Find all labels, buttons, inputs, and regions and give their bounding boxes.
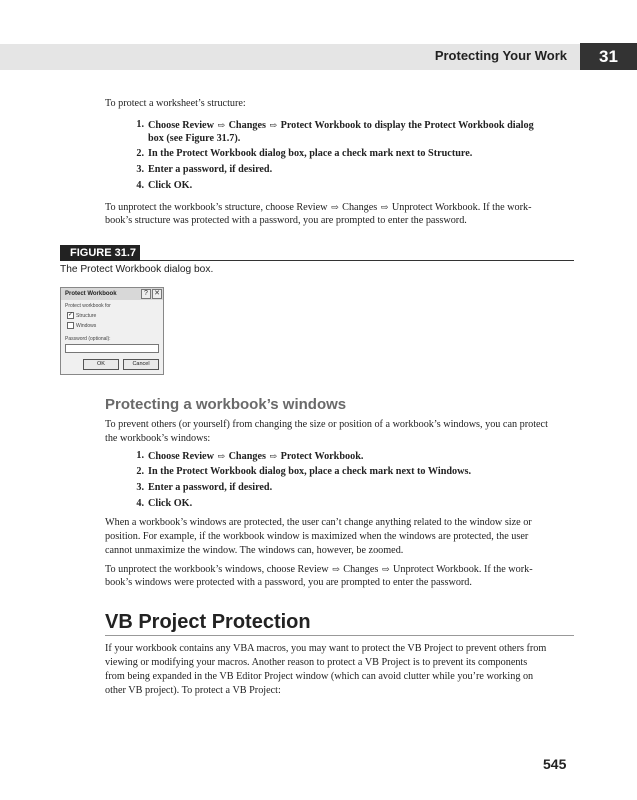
ok-button[interactable]: OK — [83, 359, 119, 370]
step-text: In the Protect Workbook dialog box, place a check mark next to Windows. — [148, 466, 471, 477]
chapter-number-tab: 31 — [580, 43, 637, 70]
arrow-icon: ⇨ — [331, 202, 339, 212]
structure-checkbox[interactable]: ✓ — [68, 312, 74, 318]
dialog-title: Protect Workbook — [61, 288, 163, 300]
protect-workbook-dialog — [60, 287, 164, 375]
intro-text: To protect a worksheet’s structure: — [105, 98, 246, 109]
running-header-title: Protecting Your Work — [434, 48, 567, 63]
step-text: Choose Review — [148, 120, 214, 131]
windows-protected-line1: When a workbook’s windows are protected, the user can’t change anything related to the window size or — [105, 517, 532, 528]
heading-rule — [105, 635, 574, 636]
text-run: To unprotect the workbook’s windows, choose Review — [105, 564, 329, 575]
step-number: 1. — [136, 450, 144, 461]
step-text: In the Protect Workbook dialog box, place a check mark next to Structure. — [148, 148, 473, 159]
step-1-continued: box (see Figure 31.7). — [148, 133, 241, 144]
unprotect-windows-line1 — [105, 562, 533, 577]
step-1 — [136, 118, 534, 133]
step-text: Choose Review — [148, 451, 214, 462]
step-number: 2. — [136, 466, 144, 477]
windows-checkbox[interactable] — [67, 322, 74, 329]
arrow-icon: ⇨ — [217, 451, 226, 461]
step-text: Click OK. — [148, 498, 193, 509]
step-3 — [136, 163, 273, 177]
unprotect-structure-line1 — [105, 200, 532, 215]
windows-protected-line2: position. For example, if the workbook window is maximized when the windows are protected, the user — [105, 531, 529, 542]
unprotect-structure-line2: book’s structure was protected with a password, you are prompted to enter the password. — [105, 215, 467, 226]
vb-line4: other VB project). To protect a VB Project: — [105, 685, 281, 696]
vb-line2: viewing or modifying your macros. Another reason to protect a VB Project is to prevent its components — [105, 657, 528, 668]
figure-caption: The Protect Workbook dialog box. — [60, 264, 214, 275]
windows-step-3 — [136, 481, 273, 495]
step-text: Enter a password, if desired. — [148, 482, 273, 493]
step-text: Enter a password, if desired. — [148, 164, 273, 175]
text-run: Changes — [343, 564, 379, 575]
text-run: Unprotect Workbook. If the work- — [391, 202, 532, 213]
section-heading-windows: Protecting a workbook’s windows — [105, 396, 347, 413]
arrow-icon: ⇨ — [217, 120, 226, 130]
step-number: 3. — [136, 482, 144, 493]
step-number: 2. — [136, 148, 144, 159]
windows-label: Windows — [76, 323, 97, 329]
step-number: 4. — [136, 180, 144, 191]
close-button[interactable]: ✕ — [152, 289, 162, 299]
page-number: 545 — [543, 756, 567, 772]
vb-line3: from being expanded in the VB Editor Project window (which can avoid clutter while you’re working on — [105, 671, 534, 682]
step-text: Protect Workbook. — [280, 451, 364, 462]
password-input[interactable] — [65, 344, 159, 353]
step-4 — [136, 179, 193, 193]
windows-step-4 — [136, 497, 193, 511]
step-number: 4. — [136, 498, 144, 509]
step-text: Changes — [228, 120, 266, 131]
arrow-icon: ⇨ — [332, 564, 340, 574]
structure-label: Structure — [76, 313, 97, 319]
password-label: Password (optional): — [65, 336, 111, 342]
arrow-icon: ⇨ — [269, 451, 278, 461]
windows-intro-line1: To prevent others (or yourself) from changing the size or position of a workbook’s windows, you can protect — [105, 419, 548, 430]
vb-line1: If your workbook contains any VBA macros, you may want to protect the VB Project to prevent others from — [105, 643, 547, 654]
step-number: 1. — [136, 119, 144, 130]
cancel-button[interactable]: Cancel — [123, 359, 159, 370]
step-number: 3. — [136, 164, 144, 175]
group-label: Protect workbook for — [65, 303, 111, 309]
windows-protected-line3: cannot unmaximize the window. The windows can, however, be zoomed. — [105, 545, 404, 556]
arrow-icon: ⇨ — [269, 120, 278, 130]
figure-label: FIGURE 31.7 — [60, 245, 140, 261]
unprotect-windows-line2: book’s windows were protected with a password, you are prompted to enter the password. — [105, 577, 472, 588]
text-run: Unprotect Workbook. If the work- — [393, 564, 533, 575]
step-text: Changes — [228, 451, 266, 462]
windows-step-2 — [136, 465, 471, 479]
windows-step-1 — [136, 449, 364, 464]
step-text: Protect Workbook to display the Protect Workbook dialog — [280, 120, 534, 131]
arrow-icon: ⇨ — [380, 202, 389, 212]
text-run: To unprotect the workbook’s structure, choose Review — [105, 202, 328, 213]
step-2 — [136, 147, 473, 161]
help-button[interactable]: ? — [141, 289, 151, 299]
section-heading-vb-project: VB Project Protection — [105, 611, 311, 633]
step-text: Click OK. — [148, 180, 193, 191]
text-run: Changes — [342, 202, 378, 213]
arrow-icon: ⇨ — [381, 564, 390, 574]
windows-intro-line2: the workbook’s windows: — [105, 433, 211, 444]
